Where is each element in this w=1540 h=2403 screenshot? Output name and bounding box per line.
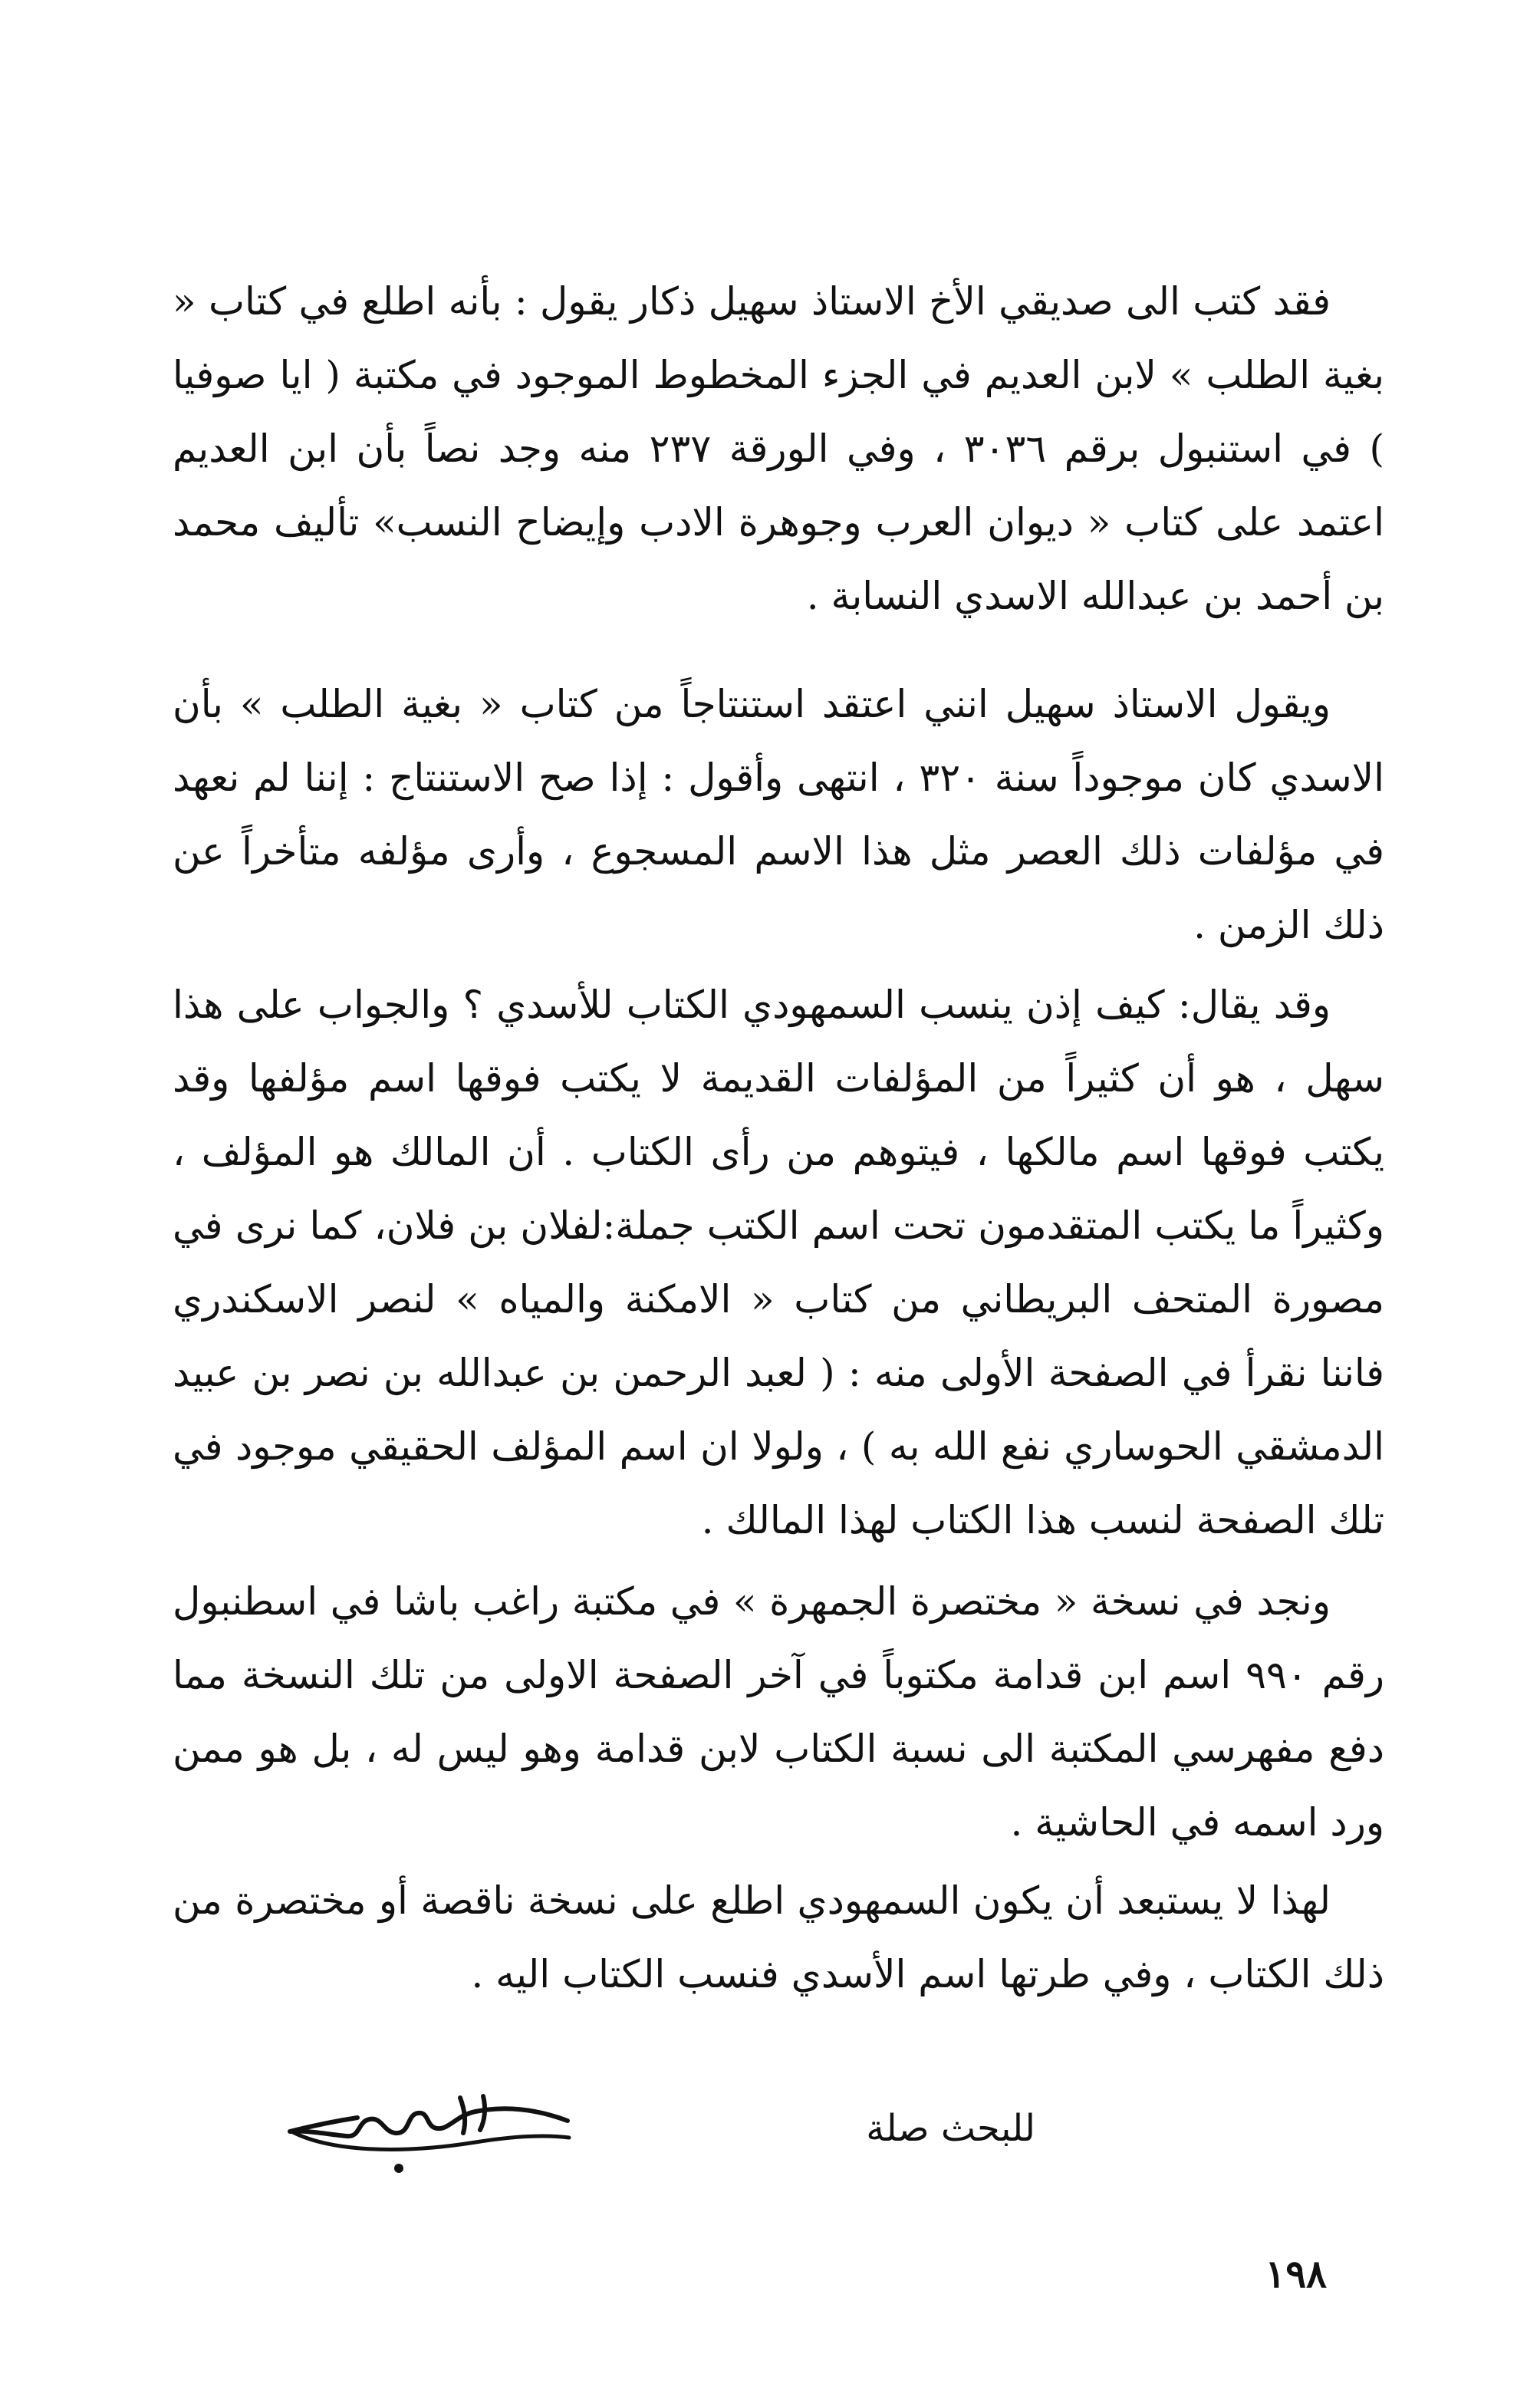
paragraph-5-text: لهذا لا يستبعد أن يكون السمهودي اطلع على نسخة ناقصة أو مختصرة من ذلك الكتاب ، وفي طرتها اسم الأسدي فنسب الكتاب اليه . [173,1878,1384,1996]
paragraph-2-text: ويقول الاستاذ سهيل انني اعتقد استنتاجاً من كتاب « بغية الطلب » بأن الاسدي كان موجوداً سنة ٣٢٠ ، انتهى وأقول : إذا صح الاستنتاج : إننا لم نعهد في مؤلفات ذلك العصر مثل هذا الاسم المسجوع ، وأرى مؤلفه متأخراً عن ذلك الزمن . [173,682,1385,947]
paragraph-3-text: وقد يقال: كيف إذن ينسب السمهودي الكتاب للأسدي ؟ والجواب على هذا سهل ، هو أن كثيراً من المؤلفات القديمة لا يكتب فوقها اسم مؤلفها وقد يكتب فوقها اسم مالكها ، فيتوهم من رأى الكتاب . أن المالك هو المؤلف ، وكثيراً ما يكتب المتقدمون تحت اسم الكتب جملة:لفلان بن فلان، كما نرى في مصورة المتحف البريطاني من كتاب « الامكنة والمياه » لنصر الاسكندري فاننا نقرأ في الصفحة الأولى منه : ( لعبد الرحمن بن عبدالله بن نصر بن عبيد الدمشقي الحوساري نفع الله به ) ، ولولا ان اسم المؤلف الحقيقي موجود في تلك الصفحة لنسب هذا الكتاب لهذا المالك . [173,983,1384,1542]
paragraph-1 [173,265,1384,633]
handwritten-signature [284,2075,575,2182]
paragraph-1-text: فقد كتب الى صديقي الأخ الاستاذ سهيل ذكار يقول : بأنه اطلع في كتاب « بغية الطلب » لابن العديم في الجزء المخطوط الموجود في مكتبة ( ايا صوفيا ) في استنبول برقم ٣٠٣٦ ، وفي الورقة ٢٣٧ منه وجد نصاً بأن ابن العديم اعتمد على كتاب « ديوان العرب وجوهرة الادب وإيضاح النسب» تأليف محمد بن أحمد بن عبدالله الاسدي النسابة . [173,279,1384,618]
paragraph-3 [173,968,1384,1557]
paragraph-4-text: ونجد في نسخة « مختصرة الجمهرة » في مكتبة راغب باشا في اسطنبول رقم ٩٩٠ اسم ابن قدامة مكتوباً في آخر الصفحة الاولى من تلك النسخة مما دفع مفهرسي المكتبة الى نسبة الكتاب لابن قدامة وهو ليس له ، بل هو ممن ورد اسمه في الحاشية . [173,1579,1385,1845]
signature-drawing [284,2075,575,2182]
paragraph-4 [173,1565,1384,1859]
paragraph-5 [173,1864,1384,2011]
page-number: ١٩٨ [1265,2251,1327,2296]
paragraph-2 [173,667,1384,962]
continuation-note: للبحث صلة [866,2107,1035,2150]
